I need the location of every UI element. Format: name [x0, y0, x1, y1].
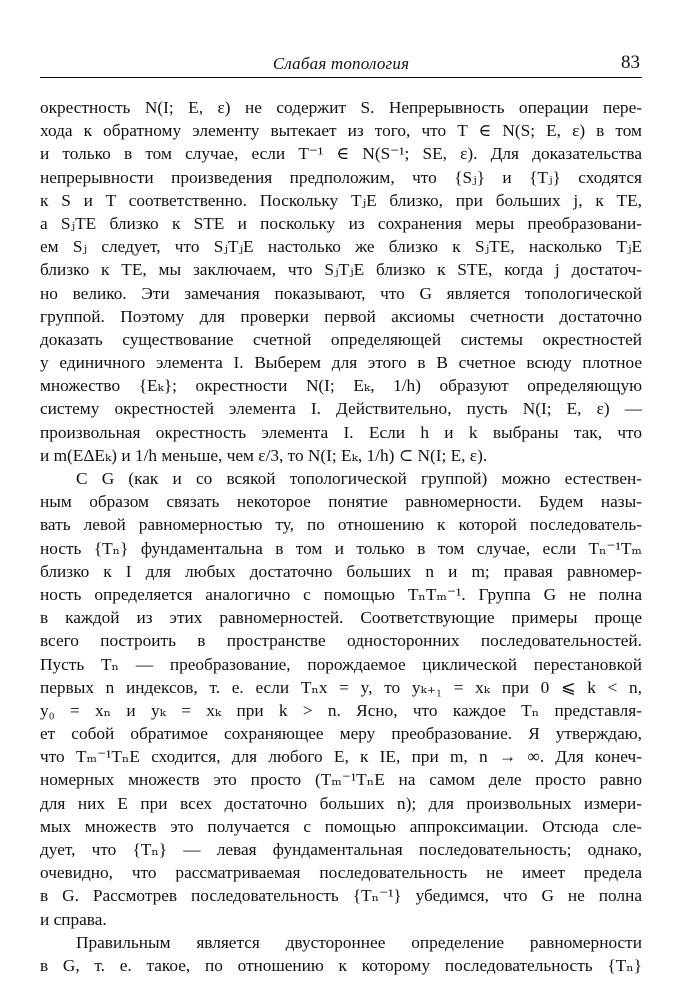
text-line: первых n индексов, т. е. если Tₙx = y, то yₖ₊₁ = xₖ при 0 ⩽ k < n,	[40, 677, 642, 697]
text-line: близко к I для любых достаточно больших n и m; правая равномер-	[40, 561, 642, 581]
text-line: и справа.	[40, 909, 107, 929]
text-line: и m(EΔEₖ) и 1/h меньше, чем ε/3, то N(I; Eₖ, 1/h) ⊂ N(I; E, ε).	[40, 445, 488, 465]
body-text	[40, 96, 642, 977]
text-line: что Tₘ⁻¹TₙE сходится, для любого E, к IE, при m, n → ∞. Для конеч-	[40, 747, 642, 767]
text-line: номерных множеств это просто (Tₘ⁻¹TₙE на самом деле просто равно	[40, 770, 642, 790]
text-line: в каждой из этих равномерностей. Соответствующие примеры проще	[40, 608, 642, 628]
text-line: в G, т. е. такое, по отношению к которому последовательность {Tₙ}	[40, 955, 642, 975]
text-line: Пусть Tₙ — преобразование, порождаемое циклической перестановкой	[40, 654, 642, 674]
text-line: С G (как и со всякой топологической группой) можно естествен-	[76, 469, 642, 488]
text-line: дует, что {Tₙ} — левая фундаментальная последовательность; однако,	[40, 840, 642, 859]
text-line: группой. Поэтому для проверки первой аксиомы счетности достаточно	[40, 306, 642, 326]
text-line: вать левой равномерностью ту, по отношению к которой последователь-	[40, 515, 642, 535]
text-line: ность определяется аналогично с помощью TₙTₘ⁻¹. Группа G не полна	[40, 584, 642, 604]
text-line: окрестность N(I; E, ε) не содержит S. Непрерывность операции пере-	[40, 98, 642, 117]
text-line: ем Sⱼ следует, что SⱼTⱼE настолько же близко к SⱼTE, насколько TⱼE	[40, 237, 642, 257]
header-rule	[40, 77, 642, 78]
running-title: Слабая топология	[272, 54, 410, 73]
text-line: доказать существование счетной определяющей системы окрестностей	[40, 329, 642, 349]
text-line: ет собой обратимое сохраняющее меру преобразование. Я утверждаю,	[40, 724, 642, 744]
text-line: мых множеств это получается с помощью аппроксимации. Отсюда сле-	[40, 816, 642, 836]
running-header	[40, 54, 642, 76]
text-line: и только в том случае, если T⁻¹ ∈ N(S⁻¹; SE, ε). Для доказательства	[40, 144, 642, 164]
paragraph-1	[40, 96, 642, 467]
text-line: у единичного элемента I. Выберем для этого в B счетное всюду плотное	[40, 353, 642, 373]
text-line: систему окрестностей элемента I. Действительно, пусть N(I; E, ε) —	[40, 399, 642, 419]
text-line: очевидно, что рассматриваемая последовательность не имеет предела	[40, 863, 642, 883]
text-line: множество {Eₖ}; окрестности N(I; Eₖ, 1/h) образуют определяющую	[40, 376, 642, 396]
text-line: а SⱼTE близко к STE и поскольку из сохранения меры преобразовани-	[40, 213, 642, 233]
paragraph-3	[40, 931, 642, 977]
paragraph-2	[40, 467, 642, 931]
text-line: ность {Tₙ} фундаментальна в том и только в том случае, если Tₙ⁻¹Tₘ	[40, 538, 642, 558]
text-line: для них E при всех достаточно больших n); для произвольных измери-	[40, 793, 642, 813]
text-line: произвольная окрестность элемента I. Если h и k выбраны так, что	[40, 422, 642, 442]
text-line: Правильным является двустороннее определение равномерности	[76, 932, 642, 952]
text-line: к S и T соответственно. Поскольку TⱼE близко, при больших j, к TE,	[40, 190, 642, 210]
page-number: 83	[621, 52, 640, 73]
text-line: y₀ = xₙ и yₖ = xₖ при k > n. Ясно, что каждое Tₙ представля-	[40, 700, 642, 720]
text-line: непрерывности произведения предположим, что {Sⱼ} и {Tⱼ} сходятся	[40, 167, 642, 187]
text-line: в G. Рассмотрев последовательность {Tₙ⁻¹} убедимся, что G не полна	[40, 886, 642, 906]
text-line: близко к TE, мы заключаем, что SⱼTⱼE близко к STE, когда j достаточ-	[40, 260, 642, 280]
text-line: всего построить в пространстве односторонних последовательностей.	[40, 631, 642, 651]
text-line: хода к обратному элементу вытекает из того, что T ∈ N(S; E, ε) в том	[40, 121, 642, 141]
text-line: но велико. Эти замечания показывают, что G является топологической	[40, 283, 642, 303]
text-line: ным образом связать некоторое понятие равномерности. Будем назы-	[40, 492, 642, 512]
